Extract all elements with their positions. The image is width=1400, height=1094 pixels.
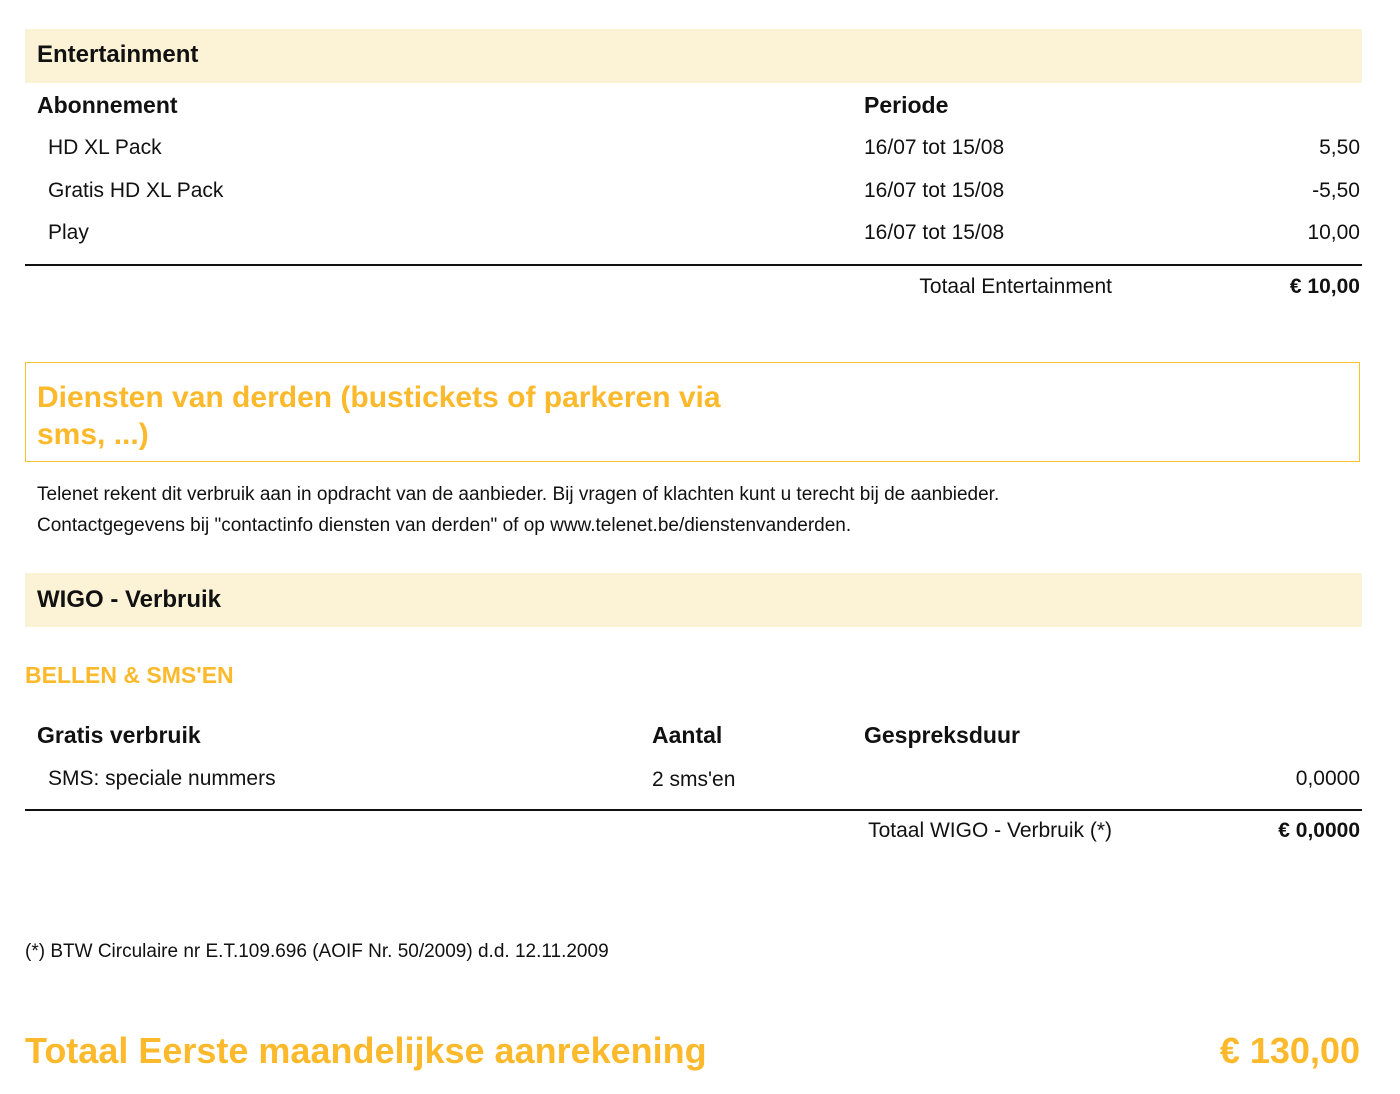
- usage-row-count: 2 sms'en: [652, 768, 736, 791]
- sub-row-amount: 10,00: [1307, 221, 1360, 244]
- derden-note-line2: Contactgegevens bij "contactinfo diensten van derden" of op www.telenet.be/dienstenvanderden.: [37, 515, 852, 536]
- usage-row-name: SMS: speciale nummers: [48, 767, 276, 790]
- derden-note-line1: Telenet rekent dit verbruik aan in opdracht van de aanbieder. Bij vragen of klachten kunt u terecht bij de aanbieder.: [37, 484, 1000, 505]
- derden-box: [25, 362, 1360, 462]
- wigo-subheading: BELLEN & SMS'EN: [25, 662, 234, 688]
- col-aantal: Aantal: [652, 722, 723, 748]
- entertainment-total-value: € 10,00: [1289, 275, 1360, 298]
- wigo-divider: [25, 809, 1362, 811]
- grand-total-label: Totaal Eerste maandelijkse aanrekening: [25, 1030, 707, 1071]
- sub-row-period: 16/07 tot 15/08: [864, 179, 1005, 202]
- col-abonnement: Abonnement: [37, 92, 178, 118]
- sub-row-name: Play: [48, 221, 89, 244]
- col-gespreksduur: Gespreksduur: [864, 722, 1020, 748]
- entertainment-header: [25, 29, 1362, 83]
- entertainment-title: Entertainment: [37, 41, 199, 68]
- wigo-total-label: Totaal WIGO - Verbruik (*): [868, 819, 1112, 842]
- entertainment-divider: [25, 264, 1362, 266]
- wigo-total-value: € 0,0000: [1278, 819, 1360, 842]
- entertainment-total-label: Totaal Entertainment: [919, 275, 1112, 298]
- sub-row-amount: 5,50: [1319, 136, 1360, 159]
- sub-row-name: HD XL Pack: [48, 136, 162, 159]
- col-gratis-verbruik: Gratis verbruik: [37, 722, 201, 748]
- sub-row-period: 16/07 tot 15/08: [864, 136, 1005, 159]
- sub-row-name: Gratis HD XL Pack: [48, 179, 224, 202]
- footnote: (*) BTW Circulaire nr E.T.109.696 (AOIF Nr. 50/2009) d.d. 12.11.2009: [25, 941, 609, 962]
- derden-title: Diensten van derden (bustickets of parkeren via sms, ...): [37, 381, 721, 451]
- usage-row-amount: 0,0000: [1295, 767, 1360, 790]
- wigo-header: [25, 573, 1362, 627]
- col-periode: Periode: [864, 92, 949, 118]
- sub-row-period: 16/07 tot 15/08: [864, 221, 1005, 244]
- sub-row-amount: -5,50: [1312, 179, 1360, 202]
- wigo-title: WIGO - Verbruik: [37, 586, 222, 613]
- grand-total-value: € 130,00: [1219, 1030, 1360, 1071]
